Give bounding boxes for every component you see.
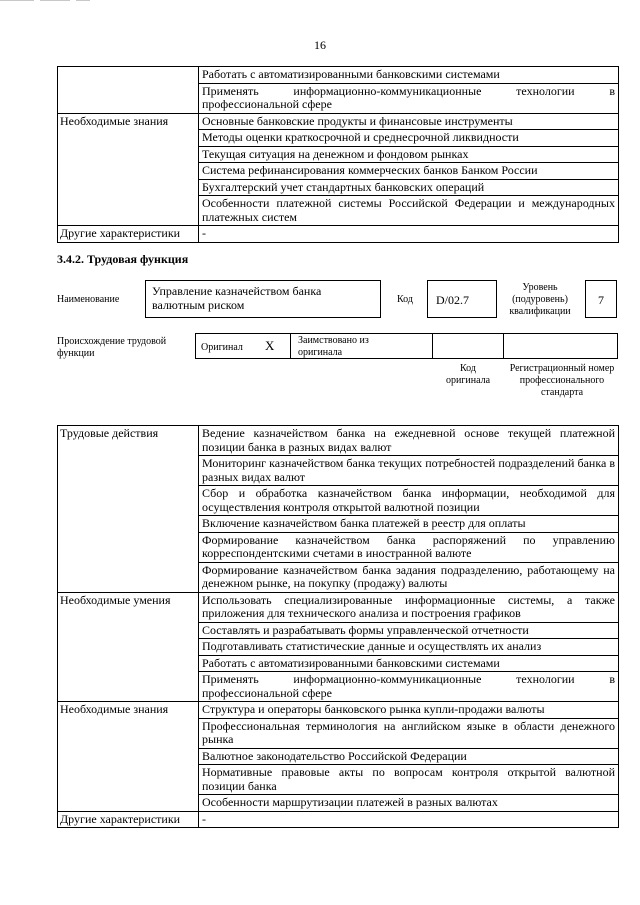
table-cell: Валютное законодательство Российской Федерации (199, 748, 619, 765)
code-original-caption: Код оригинала (445, 363, 491, 386)
table-cell: Структура и операторы банковского рынка купли-продажи валюты (199, 702, 619, 719)
table-cell: Система рефинансирования коммерческих банков Банком России (199, 163, 619, 180)
original-label: Оригинал (201, 342, 243, 353)
table-cell: Ведение казначейством банка на ежедневной основе текущей платежной позиции банка в разных видах валют (199, 426, 619, 456)
row-label: Необходимые знания (58, 113, 199, 226)
level-box (585, 280, 617, 318)
table-cell: Профессиональная терминология на английском языке в области денежного рынка (199, 718, 619, 748)
table-cell: Мониторинг казначейством банка текущих потребностей подразделений банка в разных видах валют (199, 456, 619, 486)
table-cell: Формирование казначейством банка распоряжений по управлению корреспондентскими счетами в иностранной валюте (199, 532, 619, 562)
section-title: 3.4.2. Трудовая функция (57, 252, 189, 266)
table-row (58, 811, 619, 828)
origin-divider-3 (503, 333, 504, 359)
table-cell: Работать с автоматизированными банковскими системами (199, 67, 619, 84)
row-label: Необходимые знания (58, 702, 199, 812)
row-label: Другие характеристики (58, 811, 199, 828)
origin-divider-1 (290, 333, 291, 359)
level-value: 7 (598, 293, 604, 307)
origin-label: Происхождение трудовой функции (57, 336, 167, 359)
table-cell: Подготавливать статистические данные и осуществлять их анализ (199, 639, 619, 656)
table-cell: Бухгалтерский учет стандартных банковских операций (199, 179, 619, 196)
table-cell: Особенности платежной системы Российской Федерации и международных платежных систем (199, 196, 619, 226)
table-cell: Нормативные правовые акты по вопросам контроля открытой валютной позиции банка (199, 765, 619, 795)
page-number: 16 (314, 38, 326, 52)
function-name-box (145, 280, 381, 318)
top-requirements-table (57, 66, 619, 243)
scan-mark (0, 0, 110, 2)
table-cell: - (199, 811, 619, 828)
original-mark: X (265, 338, 275, 353)
code-box (427, 280, 497, 318)
labor-function-table (57, 425, 619, 828)
reg-number-caption: Регистрационный номер профессионального стандарта (509, 363, 615, 398)
table-cell: Формирование казначейством банка задания подразделению, работающему на денежном рынке, на покупку (продажу) валюты (199, 562, 619, 592)
row-label: Другие характеристики (58, 226, 199, 243)
table-cell: Применять информационно-коммуникационные технологии в профессиональной сфере (199, 672, 619, 702)
table-row (58, 592, 619, 622)
function-code: D/02.7 (436, 293, 469, 307)
table-cell: Включение казначейством банка платежей в реестр для оплаты (199, 516, 619, 533)
level-label: Уровень (подуровень) квалификации (509, 282, 571, 317)
table-cell: - (199, 226, 619, 243)
row-label (58, 67, 199, 114)
table-row (58, 702, 619, 719)
table-row (58, 426, 619, 456)
table-cell: Работать с автоматизированными банковскими системами (199, 655, 619, 672)
table-row (58, 226, 619, 243)
table-cell: Методы оценки краткосрочной и среднесрочной ликвидности (199, 130, 619, 147)
table-cell: Текущая ситуация на денежном и фондовом рынках (199, 146, 619, 163)
table-cell: Использовать специализированные информационные системы, а также приложения для технического анализа и построения графиков (199, 592, 619, 622)
table-cell: Основные банковские продукты и финансовые инструменты (199, 113, 619, 130)
function-name: Управление казначейством банка валютным риском (152, 284, 322, 312)
table-cell: Применять информационно-коммуникационные технологии в профессиональной сфере (199, 83, 619, 113)
table-row (58, 113, 619, 130)
borrowed-label: Заимствовано из оригинала (298, 335, 369, 358)
code-label: Код (397, 294, 413, 305)
origin-divider-2 (432, 333, 433, 359)
row-label: Необходимые умения (58, 592, 199, 702)
name-label: Наименование (57, 294, 120, 305)
table-cell: Составлять и разрабатывать формы управленческой отчетности (199, 622, 619, 639)
table-row (58, 67, 619, 84)
table-cell: Сбор и обработка казначейством банка информации, необходимой для осуществления контроля открытой валютной позиции (199, 486, 619, 516)
table-cell: Особенности маршрутизации платежей в разных валютах (199, 795, 619, 812)
row-label: Трудовые действия (58, 426, 199, 593)
